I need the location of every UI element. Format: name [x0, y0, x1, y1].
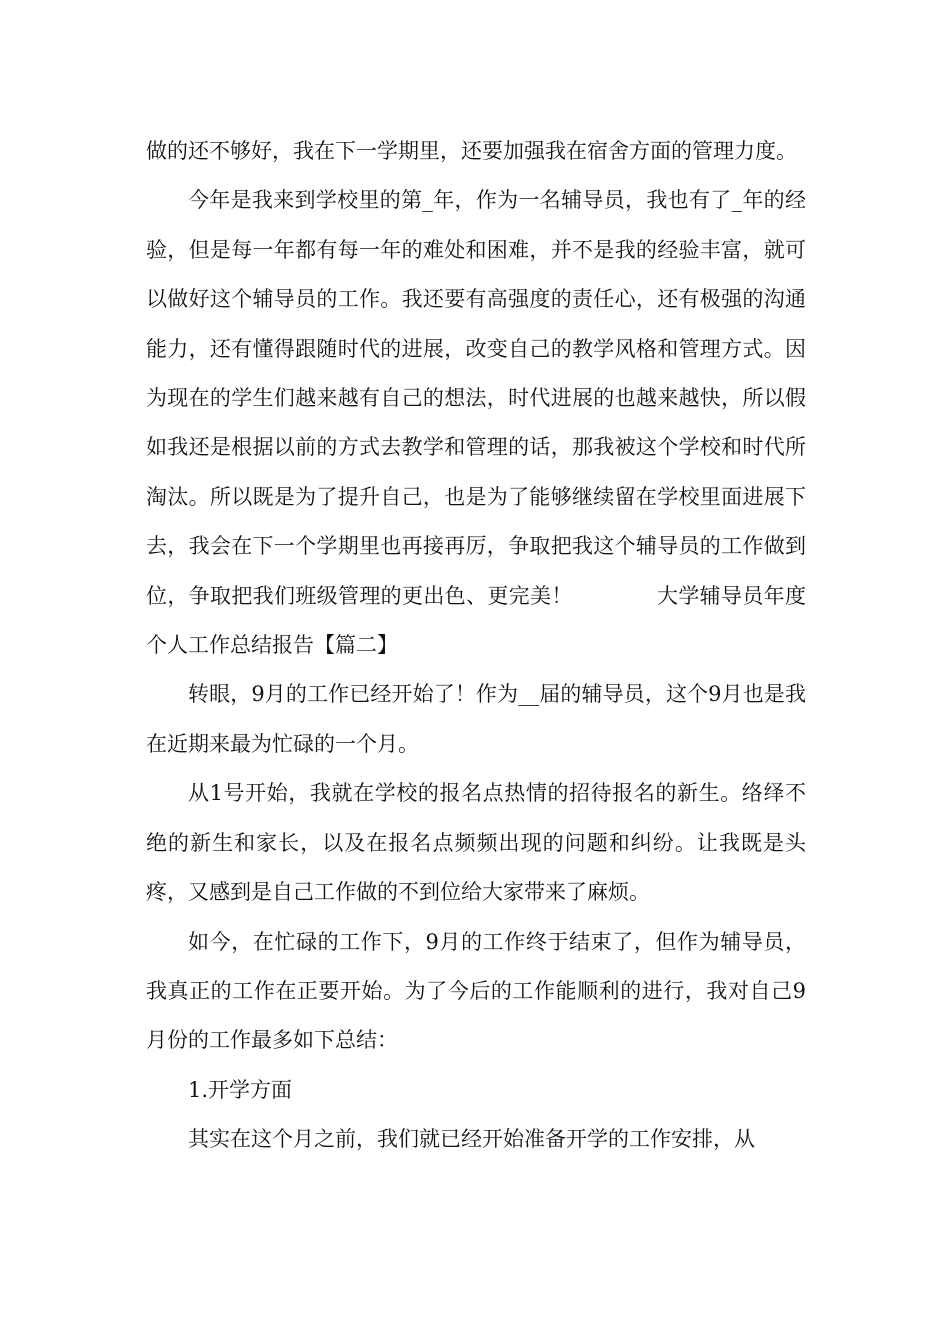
paragraph-5: 如今，在忙碌的工作下，9月的工作终于结束了，但作为辅导员，我真正的工作在正要开始。为了今后的工作能顺利的进行，我对自己9月份的工作最多如下总结：: [146, 929, 806, 1053]
paragraph-4: 从1号开始，我就在学校的报名点热情的招待报名的新生。络绎不绝的新生和家长，以及在报名点频频出现的问题和纠纷。让我既是头疼，又感到是自己工作做的不到位给大家带来了麻烦。: [146, 781, 806, 905]
paragraph-1: 做的还不够好，我在下一学期里，还要加强我在宿舍方面的管理力度。: [146, 139, 797, 163]
paragraph-6: 其实在这个月之前，我们就已经开始准备开学的工作安排，从: [188, 1127, 755, 1152]
paragraph-2-text: 今年是我来到学校里的第_年，作为一名辅导员，我也有了_年的经验，但是每一年都有每一年的难处和困难，并不是我的经验丰富，就可以做好这个辅导员的工作。我还要有高强度的责任心，还有极强的沟通能力，还有懂得跟随时代的进展，改变自己的教学风格和管理方式。因为现在的学生们越来越有自己的想法，时代进展的也越来越快，所以假如我还是根据以前的方式去教学和管理的话，那我被这个学校和时代所淘汰。所以既是为了提升自己，也是为了能够继续留在学校里面进展下去，我会在下一个学期里也再接再厉，争取把我这个辅导员的工作做到位，争取把我们班级管理的更出色、更完美！: [146, 188, 806, 608]
document-body: [146, 127, 806, 1165]
section-title: 大学辅导员年度个人工作总结报告【篇二】: [146, 583, 807, 658]
paragraph-2: [146, 176, 806, 670]
list-heading: 1.开学方面: [188, 1077, 293, 1102]
paragraph-3: 转眼，9月的工作已经开始了！作为__届的辅导员，这个9月也是我在近期来最为忙碌的一个月。: [146, 682, 806, 756]
